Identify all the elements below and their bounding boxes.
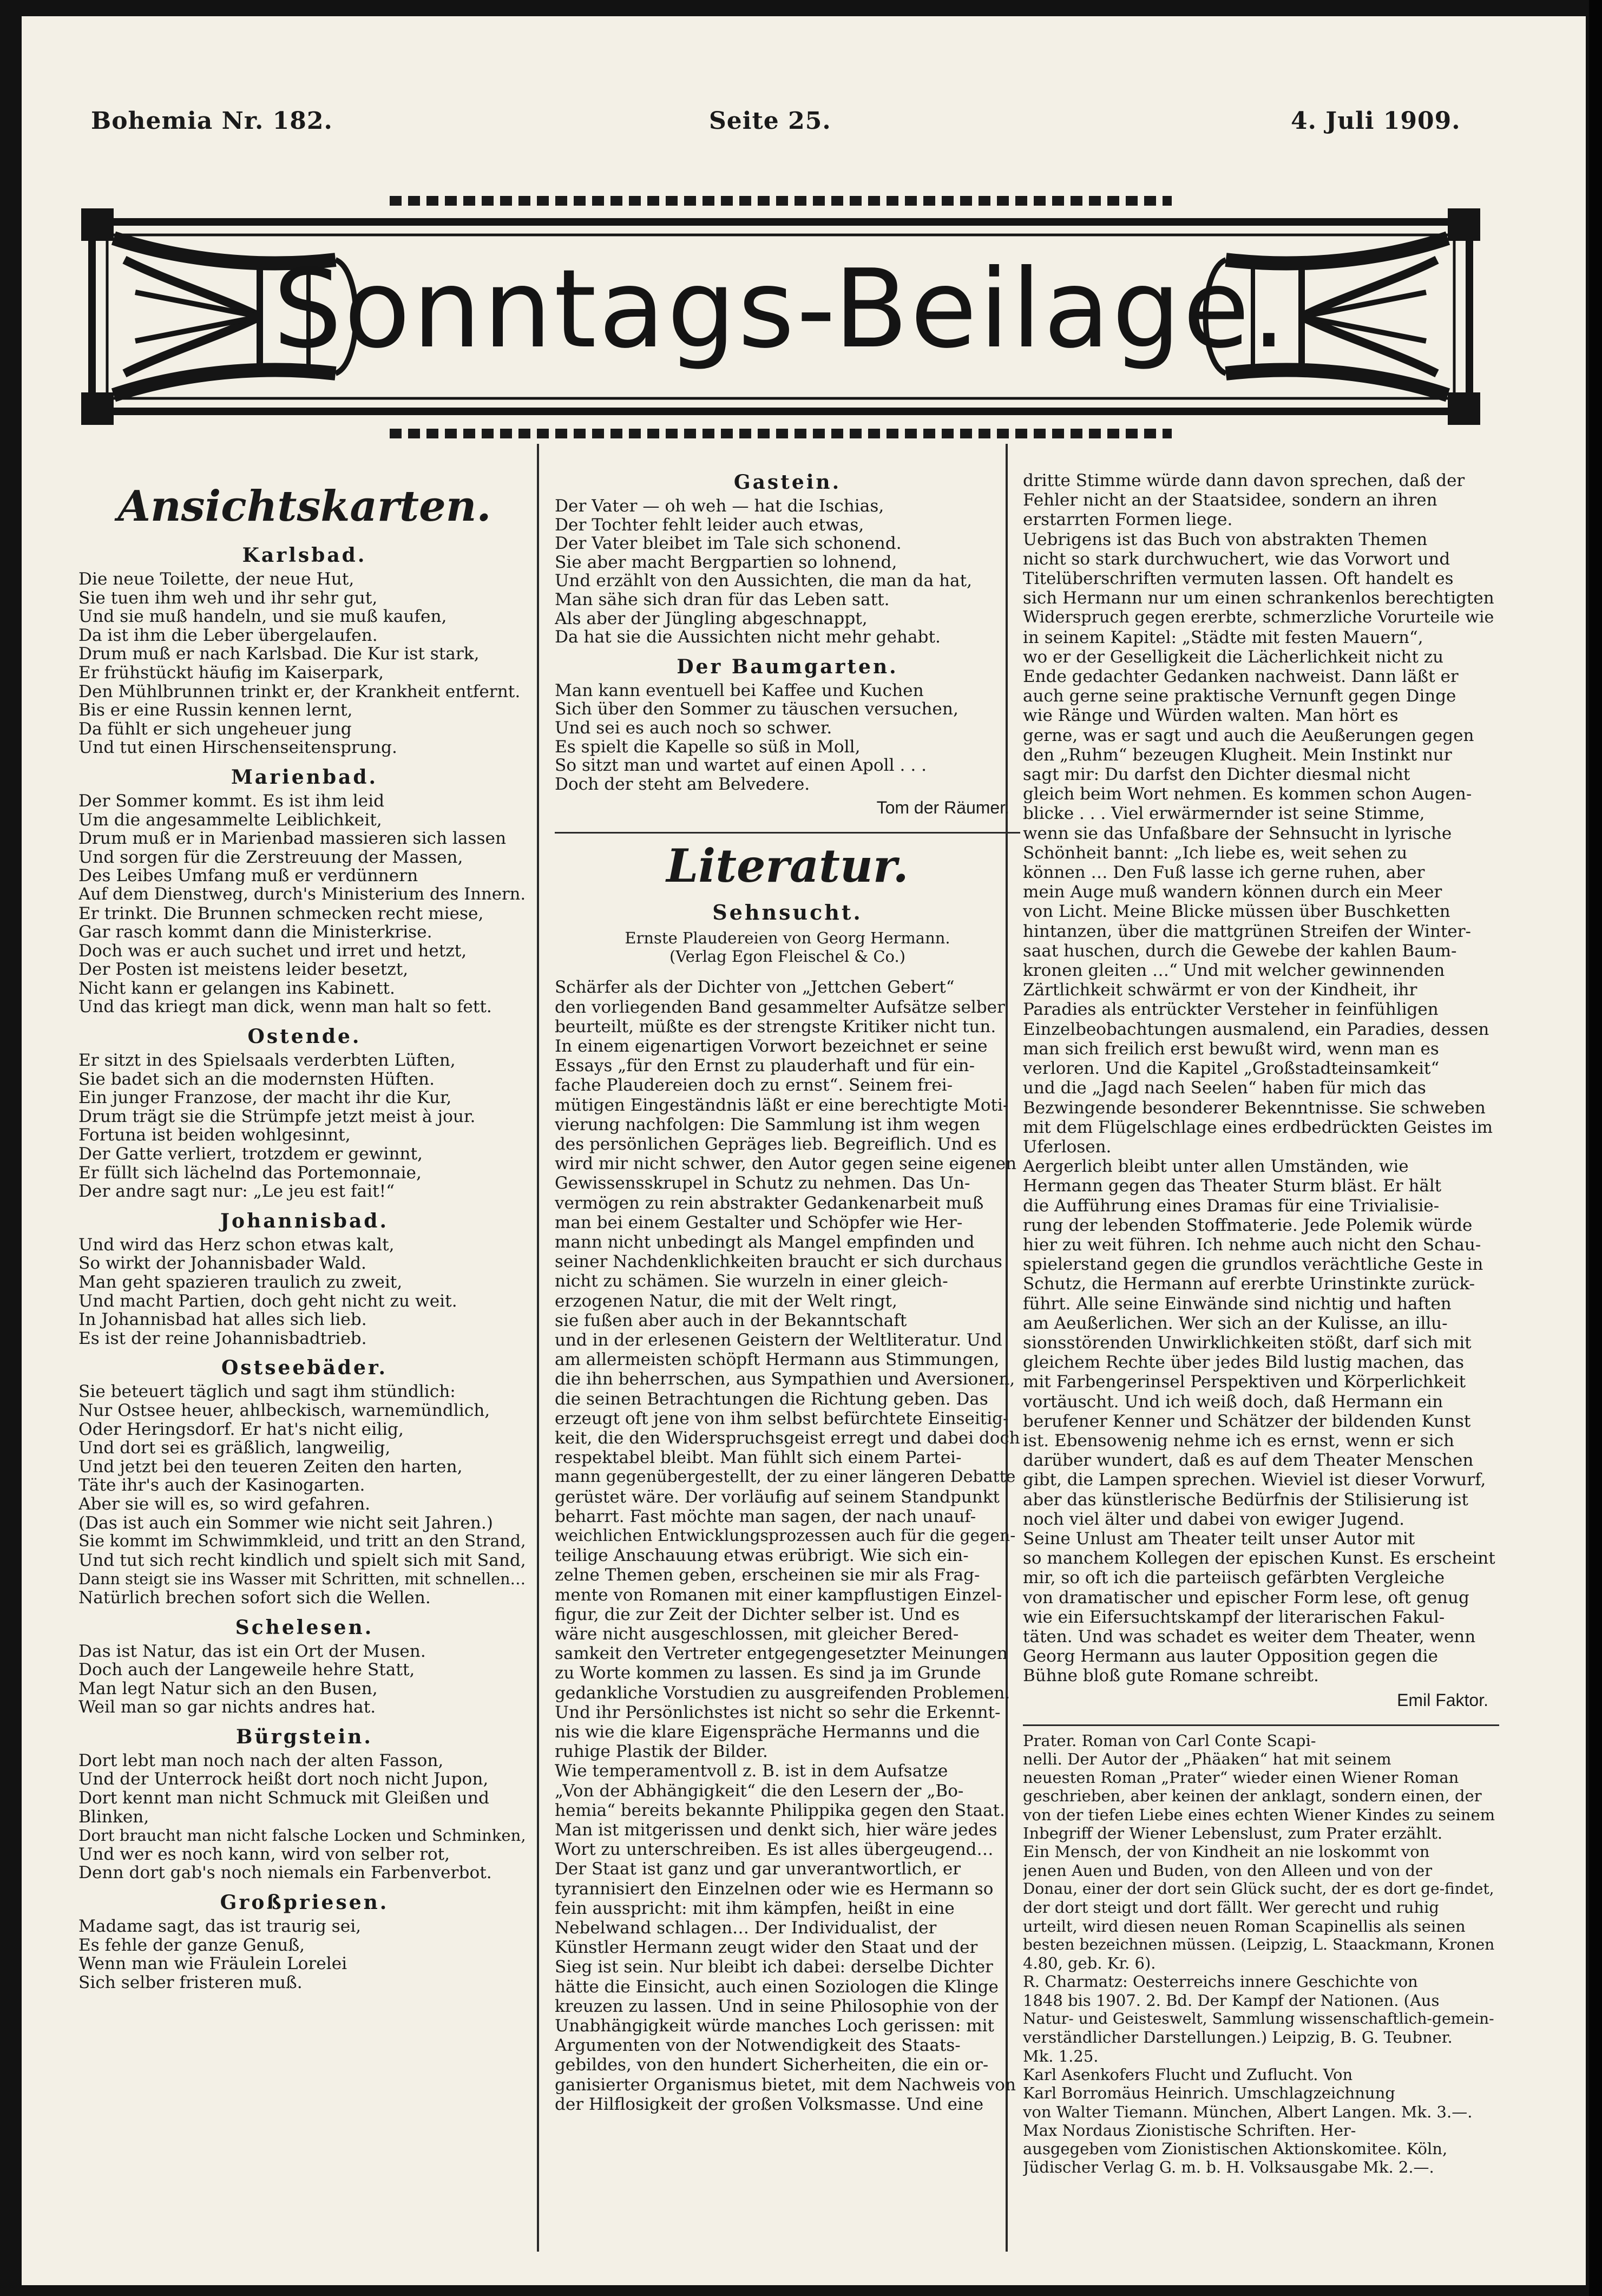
- poem-heading: Johannisbad.: [220, 1209, 389, 1232]
- text-line: Man sähe sich dran für das Leben satt.: [555, 589, 890, 609]
- text-line: Man ist mitgerissen und denkt sich, hier wäre jedes: [555, 1820, 997, 1840]
- notes-divider: [1023, 1724, 1499, 1726]
- text-line: Ein junger Franzose, der macht ihr die Kur,: [78, 1088, 452, 1108]
- text-line: So wirkt der Johannisbader Wald.: [78, 1254, 366, 1274]
- text-line: nicht so stark durchwuchert, wie das Vorwort und: [1023, 549, 1450, 569]
- text-line: Schönheit bannt: „Ich liebe es, weit sehen zu: [1023, 843, 1408, 863]
- text-line: Und erzählt von den Aussichten, die man da hat,: [555, 571, 973, 591]
- newspaper-page: [22, 16, 1586, 2285]
- poem-heading: Bürgstein.: [236, 1725, 373, 1748]
- text-line: Die neue Toilette, der neue Hut,: [78, 569, 354, 589]
- text-line: des persönlichen Gepräges lieb. Begreiflich. Und es: [555, 1134, 997, 1154]
- text-line: Das ist Natur, das ist ein Ort der Musen.: [78, 1641, 426, 1661]
- text-line: ist. Ebensowenig nehme ich es ernst, wenn er sich: [1023, 1431, 1454, 1451]
- text-line: Und sie muß handeln, und sie muß kaufen,: [78, 607, 447, 627]
- masthead-title: Sonntags-Beilage.: [273, 246, 1289, 372]
- review-body: [555, 978, 1020, 2114]
- section-divider: [555, 832, 1020, 834]
- poem-heading: Großpriesen.: [220, 1891, 389, 1914]
- text-line: Seine Unlust am Theater teilt unser Autor mit: [1023, 1529, 1415, 1549]
- poem-heading-gastein: Gastein.: [733, 471, 842, 494]
- text-line: Natur- und Geisteswelt, Sammlung wissenschaftlich-gemein-: [1023, 2010, 1494, 2028]
- text-line: 4.80, geb. Kr. 6).: [1023, 1954, 1156, 1973]
- text-line: Und der Unterrock heißt dort noch nicht Jupon,: [78, 1769, 489, 1789]
- poem-heading-baumgarten: Der Baumgarten.: [677, 655, 898, 678]
- text-line: Und sei es auch noch so schwer.: [555, 718, 832, 738]
- poem-heading: Schelesen.: [235, 1616, 374, 1639]
- text-line: gleich beim Wort nehmen. Es kommen schon Augen-: [1023, 784, 1472, 804]
- text-line: von der tiefen Liebe eines echten Wiener Kindes zu seinem: [1023, 1805, 1495, 1824]
- book-notes: [1023, 1731, 1499, 2177]
- text-line: gebildes, von den hundert Sicherheiten, die ein or-: [555, 2055, 989, 2075]
- text-line: Man legt Natur sich an den Busen,: [78, 1678, 378, 1698]
- text-line: Der Staat ist ganz und gar unverantwortlich, er: [555, 1859, 961, 1879]
- text-line: aber das künstlerische Bedürfnis der Stilisierung ist: [1023, 1490, 1469, 1510]
- text-line: ausgegeben vom Zionistischen Aktionskomitee. Köln,: [1023, 2140, 1448, 2159]
- text-line: Fehler nicht an der Staatsidee, sondern an ihren: [1023, 490, 1437, 510]
- review-signature: Emil Faktor.: [1397, 1690, 1488, 1710]
- text-line: man sich freilich erst bewußt wird, wenn man es: [1023, 1039, 1439, 1059]
- text-line: weichlichen Entwicklungsprozessen auch für die gegen-: [555, 1526, 1016, 1545]
- text-line: Nur Ostsee heuer, ahlbeckisch, warnemündlich,: [78, 1400, 490, 1420]
- text-line: wo er der Geselligkeit die Lächerlichkeit nicht zu: [1023, 647, 1444, 667]
- text-line: Aergerlich bleibt unter allen Umständen, wie: [1023, 1157, 1409, 1177]
- text-line: Und dort sei es gräßlich, langweilig,: [78, 1438, 391, 1458]
- text-line: Uebrigens ist das Buch von abstrakten Themen: [1023, 529, 1428, 549]
- text-line: sionsstörenden Unwirklichkeiten stößt, darf sich mit: [1023, 1333, 1472, 1353]
- text-line: saat huschen, durch die Gewebe der kahlen Baum-: [1023, 941, 1457, 961]
- text-line: wie Ränge und Würden walten. Man hört es: [1023, 706, 1399, 726]
- text-line: erzogenen Natur, die mit der Welt ringt,: [555, 1291, 897, 1311]
- text-line: sie fußen aber auch in der Bekanntschaft: [555, 1310, 907, 1330]
- text-line: mann nicht unbedingt als Mangel empfinden und: [555, 1232, 975, 1252]
- text-line: Es fehle der ganze Genuß,: [78, 1935, 305, 1955]
- text-line: Er füllt sich lächelnd das Portemonnaie,: [78, 1163, 422, 1183]
- text-line: Als aber der Jüngling abgeschnappt,: [555, 608, 868, 628]
- text-line: Sie aber macht Bergpartien so lohnend,: [555, 552, 897, 572]
- masthead-dotted-rule-bottom: [390, 429, 1172, 438]
- text-line: Und sorgen für die Zerstreuung der Massen,: [78, 847, 463, 867]
- text-line: Karl Borromäus Heinrich. Umschlagzeichnung: [1023, 2084, 1395, 2103]
- text-line: Man geht spazieren traulich zu zweit,: [78, 1272, 403, 1292]
- text-line: urteilt, wird diesen neuen Roman Scapinellis als seinen: [1023, 1917, 1466, 1936]
- text-line: auch gerne seine praktische Vernunft gegen Dinge: [1023, 686, 1456, 706]
- text-line: nis wie die klare Eigenspräche Hermanns und die: [555, 1722, 980, 1742]
- text-line: Drum muß er nach Karlsbad. Die Kur ist stark,: [78, 644, 480, 664]
- text-line: Fortuna ist beiden wohlgesinnt,: [78, 1125, 351, 1145]
- text-line: so manchem Kollegen der epischen Kunst. Es erscheint: [1023, 1549, 1495, 1569]
- text-line: Auf dem Dienstweg, durch's Ministerium des Innern.: [78, 884, 526, 904]
- text-line: Täte ihr's auch der Kasinogarten.: [78, 1475, 365, 1495]
- poem-signature: Tom der Räumer.: [876, 798, 1009, 818]
- text-line: die ihn beherrschen, aus Sympathien und Aversionen,: [555, 1369, 1015, 1389]
- text-line: den „Ruhm“ bezeugen Klugheit. Mein Instinkt nur: [1023, 745, 1452, 765]
- header-issue: Bohemia Nr. 182.: [91, 107, 333, 135]
- text-line: beharrt. Fast möchte man sagen, der nach unauf-: [555, 1506, 976, 1526]
- text-line: Mk. 1.25.: [1023, 2046, 1099, 2065]
- text-line: Donau, einer der dort sein Glück sucht, der es dort ge-findet,: [1023, 1879, 1494, 1898]
- poem-stanza: [78, 1751, 530, 1882]
- review-subtitle: Ernste Plaudereien von Georg Hermann.: [625, 929, 950, 948]
- poem-heading: Ostseebäder.: [221, 1356, 388, 1380]
- text-line: den vorliegenden Band gesammelter Aufsätze selber: [555, 997, 1005, 1017]
- text-line: Und jetzt bei den teueren Zeiten den harten,: [78, 1457, 463, 1477]
- text-line: Der andre sagt nur: „Le jeu est fait!“: [78, 1182, 395, 1202]
- text-line: Gar rasch kommt dann die Ministerkrise.: [78, 922, 432, 942]
- text-line: Aber sie will es, so wird gefahren.: [78, 1494, 371, 1514]
- text-line: mit Farbengerinsel Perspektiven und Körperlichkeit: [1023, 1372, 1466, 1392]
- text-line: vermögen zu rein abstrakter Gedankenarbeit muß: [555, 1193, 984, 1213]
- text-line: der Hilflosigkeit der großen Volksmasse. Und eine: [555, 2094, 984, 2114]
- text-line: Der Sommer kommt. Es ist ihm leid: [78, 791, 385, 811]
- text-line: gedankliche Vorstudien zu ausgreifenden Problemen.: [555, 1683, 1010, 1703]
- text-line: In einem eigenartigen Vorwort bezeichnet er seine: [555, 1036, 988, 1056]
- text-line: verständlicher Darstellungen.) Leipzig, B. G. Teubner.: [1023, 2028, 1453, 2047]
- text-line: gerüstet wäre. Der vorläufig auf seinem Standpunkt: [555, 1487, 1000, 1507]
- text-line: Er sitzt in des Spielsaals verderbten Lüften,: [78, 1051, 456, 1071]
- text-line: So sitzt man und wartet auf einen Apoll . . .: [555, 756, 927, 776]
- text-line: vierung nachfolgen: Die Sammlung ist ihm wegen: [555, 1114, 980, 1134]
- text-line: Und wer es noch kann, wird von selber rot,: [78, 1844, 450, 1864]
- text-line: nelli. Der Autor der „Phäaken“ hat mit seinem: [1023, 1749, 1391, 1768]
- text-line: Da fühlt er sich ungeheuer jung: [78, 719, 352, 739]
- column-rule-1: [537, 444, 539, 2252]
- column-middle: [555, 471, 1020, 2257]
- text-line: Madame sagt, das ist traurig sei,: [78, 1917, 362, 1937]
- text-line: von Licht. Meine Blicke müssen über Buschketten: [1023, 902, 1450, 922]
- text-line: am allermeisten schöpft Hermann aus Stimmungen,: [555, 1350, 1000, 1370]
- text-line: Hermann gegen das Theater Sturm bläst. Er hält: [1023, 1176, 1442, 1196]
- text-line: wäre nicht ausgeschlossen, mit gleicher Bered-: [555, 1624, 959, 1644]
- text-line: hemia“ bereits bekannte Philippika gegen den Staat.: [555, 1800, 1005, 1820]
- text-line: mütigen Eingeständnis läßt er eine berechtigte Moti-: [555, 1095, 1009, 1115]
- text-line: Des Leibes Umfang muß er verdünnern: [78, 866, 418, 886]
- text-line: man bei einem Gestalter und Schöpfer wie Her-: [555, 1212, 963, 1232]
- poem-list: [78, 544, 530, 1992]
- text-line: Bezwingende besonderer Bekenntnisse. Sie schweben: [1023, 1098, 1486, 1118]
- text-line: dritte Stimme würde dann davon sprechen, daß der: [1023, 471, 1465, 490]
- text-line: kronen gleiten …“ Und mit welcher gewinnenden: [1023, 961, 1445, 981]
- text-line: beurteilt, müßte es der strengste Kritiker nicht tun.: [555, 1016, 996, 1037]
- text-line: gleichem Rechte über jedes Bild lustig machen, das: [1023, 1353, 1464, 1373]
- text-line: Und das kriegt man dick, wenn man halt so fett.: [78, 997, 492, 1017]
- text-line: von Walter Tiemann. München, Albert Langen. Mk. 3.—.: [1023, 2102, 1473, 2121]
- text-line: Jüdischer Verlag G. m. b. H. Volksausgabe Mk. 2.—.: [1023, 2158, 1434, 2177]
- text-line: Und macht Partien, doch geht nicht zu weit.: [78, 1291, 457, 1311]
- text-line: Schärfer als der Dichter von „Jettchen Gebert“: [555, 978, 955, 998]
- text-line: kreuzen zu lassen. Und in seine Philosophie von der: [555, 1996, 999, 2016]
- section-title-literatur: Literatur.: [666, 839, 909, 893]
- scan-edge: [1589, 0, 1602, 2296]
- text-line: hätte die Einsicht, auch einen Soziologen die Klinge: [555, 1977, 999, 1997]
- text-line: Essays „für den Ernst zu plauderhaft und für ein-: [555, 1056, 975, 1076]
- text-line: Sie tuen ihm weh und ihr sehr gut,: [78, 588, 378, 608]
- text-line: mir, so oft ich die parteiisch gefärbten Vergleiche: [1023, 1568, 1445, 1588]
- text-line: spielerstand gegen die grundlos verächtliche Geste in: [1023, 1255, 1483, 1275]
- text-line: Sich über den Sommer zu täuschen versuchen,: [555, 699, 958, 719]
- text-line: Der Vater — oh weh — hat die Ischias,: [555, 496, 884, 516]
- column-ansichtskarten: [78, 471, 530, 2257]
- text-line: können … Den Fuß lasse ich gerne ruhen, aber: [1023, 863, 1425, 883]
- masthead-banner: [81, 179, 1480, 449]
- text-line: mente von Romanen mit einer kampflustigen Einzel-: [555, 1585, 1002, 1605]
- text-line: Sieg ist sein. Nur bleibt ich dabei: derselbe Dichter: [555, 1957, 993, 1977]
- text-line: zu Worte kommen zu lassen. Es sind ja im Grunde: [555, 1663, 981, 1683]
- text-line: Uferlosen.: [1023, 1137, 1112, 1157]
- poem-stanza: [78, 1917, 530, 1992]
- text-line: Argumenten von der Notwendigkeit des Staats-: [555, 2036, 961, 2056]
- poem-baumgarten: [555, 681, 1020, 794]
- text-line: die Aufführung eines Dramas für eine Trivialisie-: [1023, 1196, 1440, 1216]
- text-line: Der Vater bleibet im Tale sich schonend.: [555, 534, 902, 554]
- text-line: Widerspruch gegen ererbte, schmerzliche Vorurteile wie: [1023, 608, 1494, 627]
- text-line: tyrannisiert den Einzelnen oder wie es Hermann so: [555, 1879, 994, 1899]
- text-line: mann gegenübergestellt, der zu einer längeren Debatte: [555, 1467, 1016, 1487]
- text-line: Zärtlichkeit schwärmt er von der Kindheit, ihr: [1023, 980, 1417, 1000]
- poem-stanza: [78, 1236, 530, 1348]
- text-line: Schutz, die Hermann auf ererbte Urinstinkte zurück-: [1023, 1274, 1475, 1294]
- text-line: geschrieben, aber keinen der anklagt, sondern einen, der: [1023, 1787, 1482, 1806]
- text-line: besten bezeichnen müssen. (Leipzig, L. Staackmann, Kronen: [1023, 1935, 1495, 1953]
- text-line: Titelüberschriften vermuten lassen. Oft handelt es: [1023, 569, 1454, 589]
- text-line: berufener Kenner und Schätzer der bildenden Kunst: [1023, 1411, 1471, 1431]
- text-line: führt. Alle seine Einwände sind nichtig und haften: [1023, 1294, 1452, 1314]
- text-line: gibt, die Lampen sprechen. Wieviel ist dieser Vorwurf,: [1023, 1470, 1486, 1490]
- text-line: seiner Nachdenklichkeiten braucht er sich durchaus: [555, 1252, 1002, 1272]
- text-line: Und wird das Herz schon etwas kalt,: [78, 1235, 395, 1255]
- text-line: sagt mir: Du darfst den Dichter diesmal nicht: [1023, 765, 1410, 785]
- text-line: jenen Auen und Buden, von den Alleen und von der: [1023, 1861, 1433, 1880]
- text-line: Paradies als entrückter Versteher in feinfühligen: [1023, 1000, 1439, 1020]
- text-line: ruhige Plastik der Bilder.: [555, 1742, 768, 1762]
- text-line: Um die angesammelte Leiblichkeit,: [78, 810, 382, 830]
- text-line: am Aeußerlichen. Wer sich an der Kulisse, an illu-: [1023, 1313, 1448, 1333]
- text-line: Er trinkt. Die Brunnen schmecken recht miese,: [78, 903, 484, 923]
- text-line: Georg Hermann aus lauter Opposition gegen die: [1023, 1646, 1438, 1667]
- review-title-sehnsucht: Sehnsucht.: [712, 900, 863, 925]
- text-line: Dort kennt man nicht Schmuck mit Gleißen und: [78, 1788, 489, 1808]
- text-line: Sie kommt im Schwimmkleid, und tritt an den Strand,: [78, 1532, 526, 1551]
- text-line: Er frühstückt häufig im Kaiserpark,: [78, 662, 384, 683]
- text-line: Dann steigt sie ins Wasser mit Schritten, mit schnellen…: [78, 1570, 526, 1589]
- text-line: Wie temperamentvoll z. B. ist in dem Aufsatze: [555, 1761, 948, 1781]
- review-body-continued: [1023, 471, 1499, 1686]
- text-line: Da ist ihm die Leber übergelaufen.: [78, 625, 378, 645]
- text-line: Der Tochter fehlt leider auch etwas,: [555, 515, 864, 535]
- poem-stanza: [78, 1051, 530, 1201]
- text-line: Gewissensskrupel in Schutz zu nehmen. Das Un-: [555, 1173, 970, 1193]
- text-line: teilige Anschauung etwas erübrigt. Wie sich ein-: [555, 1546, 969, 1566]
- text-line: Unabhängigkeit würde manches Loch gerissen: mit: [555, 2016, 994, 2036]
- text-line: neuesten Roman „Prater“ wieder einen Wiener Roman: [1023, 1768, 1459, 1787]
- text-line: (Das ist auch ein Sommer wie nicht seit Jahren.): [78, 1513, 493, 1533]
- text-line: die seinen Betrachtungen die Richtung geben. Das: [555, 1389, 988, 1409]
- text-line: Man kann eventuell bei Kaffee und Kuchen: [555, 680, 924, 700]
- text-line: in seinem Kapitel: „Städte mit festen Mauern“,: [1023, 627, 1423, 647]
- review-publisher: (Verlag Egon Fleischel & Co.): [669, 947, 906, 966]
- text-line: Blinken,: [78, 1807, 149, 1827]
- text-line: wie ein Eifersuchtskampf der literarischen Fakul-: [1023, 1607, 1445, 1627]
- text-line: noch viel älter und dabei von ewiger Jugend.: [1023, 1509, 1405, 1529]
- masthead-dotted-rule-top: [390, 196, 1172, 206]
- text-line: Es ist der reine Johannisbadtrieb.: [78, 1328, 367, 1348]
- text-line: rung der lebenden Stoffmaterie. Jede Polemik würde: [1023, 1215, 1473, 1235]
- text-line: Einzelbeobachtungen ausmalend, ein Paradies, dessen: [1023, 1019, 1489, 1039]
- text-line: Karl Asenkofers Flucht und Zuflucht. Von: [1023, 2065, 1353, 2084]
- text-line: fache Plaudereien doch zu ernst“. Seinem frei-: [555, 1075, 953, 1095]
- poem-heading: Marienbad.: [231, 765, 378, 789]
- text-line: Da hat sie die Aussichten nicht mehr gehabt.: [555, 627, 941, 647]
- header-page-number: Seite 25.: [709, 107, 831, 135]
- text-line: samkeit den Vertreter entgegengesetzter Meinungen: [555, 1644, 1008, 1664]
- text-line: Sie badet sich an die modernsten Hüften.: [78, 1069, 435, 1089]
- text-line: erzeugt oft jene von ihm selbst befürchtete Einseitig-: [555, 1408, 1009, 1428]
- poem-stanza: [78, 1382, 530, 1607]
- text-line: „Von der Abhängigkeit“ die den Lesern der „Bo-: [555, 1781, 964, 1801]
- text-line: Weil man so gar nichts andres hat.: [78, 1697, 376, 1717]
- text-line: Dort lebt man noch nach der alten Fasson,: [78, 1750, 444, 1770]
- text-line: 1848 bis 1907. 2. Bd. Der Kampf der Nationen. (Aus: [1023, 1991, 1440, 2010]
- column-right: [1023, 471, 1499, 2257]
- text-line: Drum trägt sie die Strümpfe jetzt meist à jour.: [78, 1106, 476, 1126]
- text-line: Und tut einen Hirschenseitensprung.: [78, 738, 397, 758]
- text-line: verloren. Und die Kapitel „Großstadteinsamkeit“: [1023, 1059, 1440, 1079]
- text-line: Ein Mensch, der von Kindheit an nie loskommt von: [1023, 1842, 1430, 1861]
- text-line: zelne Themen geben, erscheinen sie mir als Frag-: [555, 1565, 980, 1585]
- text-line: erstarrten Formen liege.: [1023, 510, 1233, 530]
- text-line: Bis er eine Russin kennen lernt,: [78, 700, 353, 720]
- text-line: gerne, was er sagt und auch die Aeußerungen gegen: [1023, 725, 1474, 745]
- text-line: Es spielt die Kapelle so süß in Moll,: [555, 737, 861, 757]
- text-line: Inbegriff der Wiener Lebenslust, zum Prater erzählt.: [1023, 1824, 1443, 1843]
- text-line: Max Nordaus Zionistische Schriften. Her-: [1023, 2121, 1356, 2140]
- text-line: Oder Heringsdorf. Er hat's nicht eilig,: [78, 1419, 404, 1439]
- text-line: sich Hermann nur um einen schrankenlos berechtigten: [1023, 588, 1494, 608]
- text-line: ganisierter Organismus bietet, mit dem Nachweis von: [555, 2075, 1016, 2095]
- text-line: Doch was er auch suchet und irret und hetzt,: [78, 941, 467, 961]
- text-line: Nicht kann er gelangen ins Kabinett.: [78, 978, 395, 998]
- text-line: Wenn man wie Fräulein Lorelei: [78, 1954, 347, 1974]
- poem-gastein: [555, 497, 1020, 647]
- text-line: mit dem Flügelschlage eines erdbedrückten Geistes im: [1023, 1117, 1493, 1137]
- text-line: hier zu weit führen. Ich nehme auch nicht den Schau-: [1023, 1235, 1481, 1255]
- text-line: keit, die den Widerspruchsgeist erregt und dabei doch: [555, 1428, 1020, 1448]
- text-line: Sie beteuert täglich und sagt ihm stündlich:: [78, 1382, 456, 1402]
- text-line: wenn sie das Unfaßbare der Sehnsucht in lyrische: [1023, 823, 1452, 843]
- text-line: Künstler Hermann zeugt wider den Staat und der: [555, 1938, 978, 1958]
- text-line: von dramatischer und epischer Form lese, oft genug: [1023, 1587, 1469, 1608]
- text-line: R. Charmatz: Oesterreichs innere Geschichte von: [1023, 1972, 1418, 1991]
- text-line: Ende gedachter Gedanken nachweist. Dann läßt er: [1023, 667, 1459, 687]
- text-line: darüber wundert, daß es auf dem Theater Menschen: [1023, 1451, 1474, 1471]
- text-line: und die „Jagd nach Seelen“ haben für mich das: [1023, 1078, 1426, 1098]
- text-line: täten. Und was schadet es weiter dem Theater, wenn: [1023, 1626, 1476, 1646]
- text-line: Natürlich brechen sofort sich die Wellen.: [78, 1587, 431, 1608]
- text-line: Dort braucht man nicht falsche Locken und Schminken,: [78, 1826, 526, 1845]
- text-line: mein Auge muß wandern können durch ein Meer: [1023, 882, 1442, 902]
- text-line: Doch der steht am Belvedere.: [555, 774, 810, 794]
- text-line: Prater. Roman von Carl Conte Scapi-: [1023, 1731, 1316, 1750]
- text-line: vortäuscht. Und ich weiß doch, daß Hermann ein: [1023, 1392, 1443, 1412]
- text-line: Wort zu unterschreiben. Es ist alles übergeugend…: [555, 1840, 994, 1860]
- text-line: Bühne bloß gute Romane schreibt.: [1023, 1666, 1319, 1686]
- section-title-ansichtskarten: Ansichtskarten.: [117, 482, 491, 531]
- text-line: Der Gatte verliert, trotzdem er gewinnt,: [78, 1144, 423, 1164]
- text-line: blicke . . . Viel erwärmernder ist seine Stimme,: [1023, 804, 1425, 824]
- poem-heading: Karlsbad.: [242, 544, 367, 567]
- text-line: In Johannisbad hat alles sich lieb.: [78, 1310, 367, 1330]
- poem-heading: Ostende.: [247, 1025, 362, 1048]
- poem-stanza: [78, 1642, 530, 1717]
- poem-stanza: [78, 792, 530, 1016]
- text-line: und in der erlesenen Geistern der Weltliteratur. Und: [555, 1330, 1002, 1350]
- text-line: nicht zu schämen. Sie wurzeln in einer gleich-: [555, 1271, 948, 1291]
- text-line: Denn dort gab's noch niemals ein Farbenverbot.: [78, 1863, 492, 1883]
- text-line: Sich selber fristeren muß.: [78, 1972, 303, 1992]
- text-line: Und tut sich recht kindlich und spielt sich mit Sand,: [78, 1550, 526, 1570]
- text-line: Den Mühlbrunnen trinkt er, der Krankheit entfernt.: [78, 681, 521, 701]
- header-date: 4. Juli 1909.: [1291, 107, 1461, 135]
- text-line: figur, die zur Zeit der Dichter selber ist. Und es: [555, 1604, 960, 1624]
- text-line: Der Posten ist meistens leider besetzt,: [78, 960, 409, 980]
- text-line: wird mir nicht schwer, den Autor gegen seine eigenen: [555, 1154, 1017, 1174]
- text-line: Und ihr Persönlichstes ist nicht so sehr die Erkennt-: [555, 1702, 1001, 1722]
- text-line: Drum muß er in Marienbad massieren sich lassen: [78, 829, 507, 849]
- text-line: fein ausspricht: mit ihm kämpfen, heißt in eine: [555, 1898, 955, 1918]
- text-line: respektabel bleibt. Man fühlt sich einem Partei-: [555, 1448, 962, 1468]
- text-line: Doch auch der Langeweile hehre Statt,: [78, 1660, 415, 1680]
- text-line: hintanzen, über die mattgrünen Streifen der Winter-: [1023, 921, 1472, 941]
- text-line: Nebelwand schlagen… Der Individualist, der: [555, 1918, 937, 1938]
- text-line: der dort steigt und dort fällt. Wer gerecht und ruhig: [1023, 1898, 1439, 1917]
- poem-stanza: [78, 570, 530, 757]
